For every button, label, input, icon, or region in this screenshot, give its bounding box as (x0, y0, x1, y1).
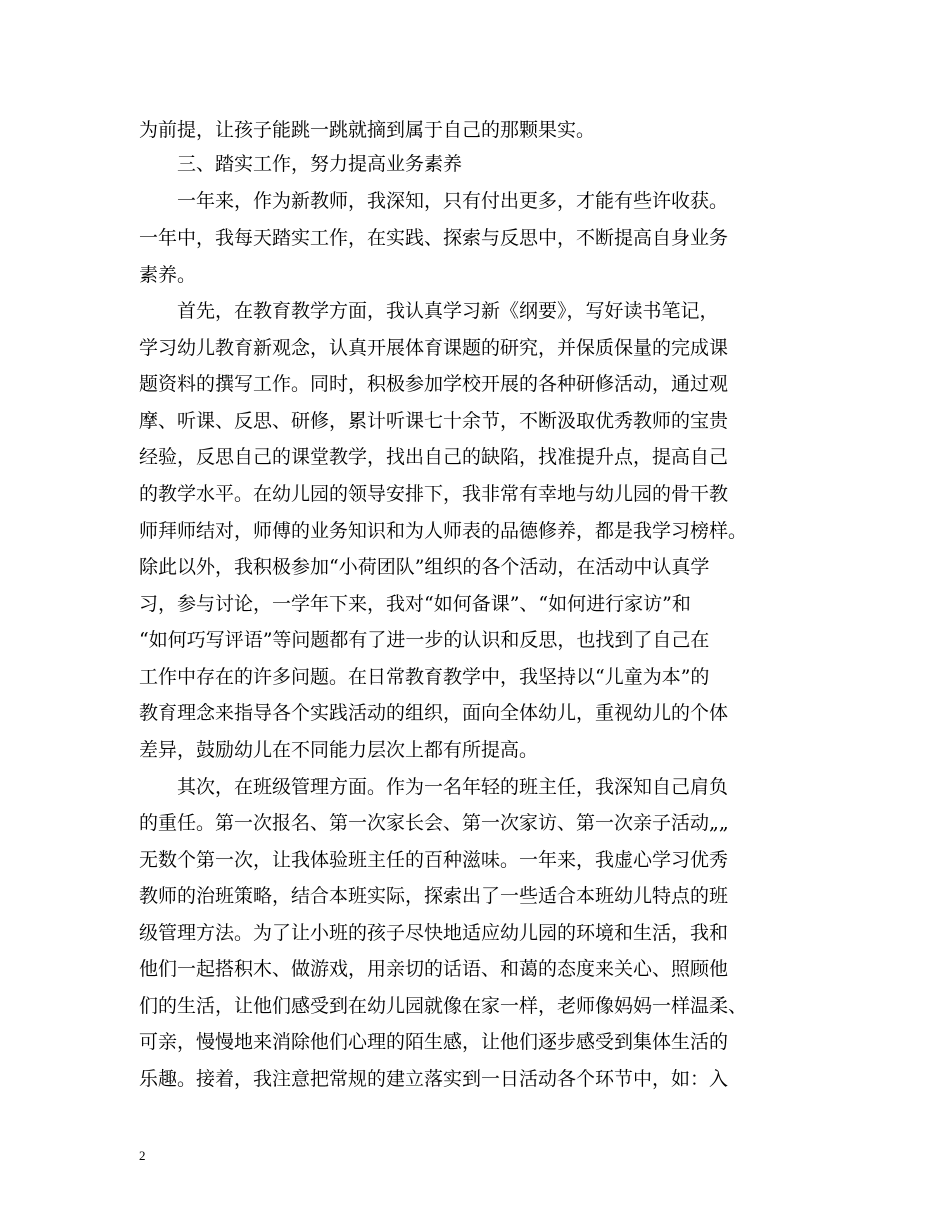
text-line: 的教学水平。在幼儿园的领导安排下，我非常有幸地与幼儿园的骨干教 (139, 483, 729, 505)
text-line: 级管理方法。为了让小班的孩子尽快地适应幼儿园的环境和生活，我和 (139, 922, 729, 944)
text-line: 素养。 (139, 264, 197, 286)
text-line: 工作中存在的许多问题。在日常教育教学中，我坚持以“儿童为本”的 (139, 666, 710, 688)
text-line: 为前提，让孩子能跳一跳就摘到属于自己的那颗果实。 (139, 119, 596, 141)
text-line: 的重任。第一次报名、第一次家长会、第一次家访、第一次亲子活动„„ (139, 812, 729, 834)
page-number: 2 (139, 1148, 146, 1163)
text-line: 习，参与讨论，一学年下来，我对“如何备课”、“如何进行家访”和 (139, 593, 691, 615)
text-line: 们的生活，让他们感受到在幼儿园就像在家一样，老师像妈妈一样温柔、 (139, 995, 748, 1017)
text-line: 可亲，慢慢地来消除他们心理的陌生感，让他们逐步感受到集体生活的 (139, 1031, 729, 1053)
text-line: 摩、听课、反思、研修，累计听课七十余节，不断汲取优秀教师的宝贵 (139, 410, 729, 432)
text-line: 他们一起搭积木、做游戏，用亲切的话语、和蔼的态度来关心、照顾他 (139, 958, 729, 980)
text-line: “如何巧写评语”等问题都有了进一步的认识和反思，也找到了自己在 (139, 629, 710, 651)
text-line: 师拜师结对，师傅的业务知识和为人师表的品德修养，都是我学习榜样。 (139, 520, 748, 542)
section-heading: 三、踏实工作，努力提高业务素养 (177, 153, 463, 175)
text-line: 乐趣。接着，我注意把常规的建立落实到一日活动各个环节中，如：入 (139, 1068, 729, 1090)
text-line: 题资料的撰写工作。同时，积极参加学校开展的各种研修活动，通过观 (139, 373, 729, 395)
text-line: 教育理念来指导各个实践活动的组织，面向全体幼儿，重视幼儿的个体 (139, 702, 729, 724)
text-line: 其次，在班级管理方面。作为一名年轻的班主任，我深知自己肩负 (177, 776, 729, 798)
text-line: 无数个第一次，让我体验班主任的百种滋味。一年来，我虚心学习优秀 (139, 849, 729, 871)
text-line: 经验，反思自己的课堂教学，找出自己的缺陷，找准提升点，提高自己 (139, 446, 729, 468)
text-line: 教师的治班策略，结合本班实际，探索出了一些适合本班幼儿特点的班 (139, 885, 729, 907)
text-line: 差异，鼓励幼儿在不同能力层次上都有所提高。 (139, 739, 539, 761)
text-line: 首先，在教育教学方面，我认真学习新《纲要》，写好读书笔记， (177, 300, 719, 322)
text-line: 除此以外，我积极参加“小荷团队”组织的各个活动，在活动中认真学 (139, 556, 710, 578)
text-line: 学习幼儿教育新观念，认真开展体育课题的研究，并保质保量的完成课 (139, 337, 729, 359)
text-line: 一年来，作为新教师，我深知，只有付出更多，才能有些许收获。 (177, 190, 729, 212)
text-line: 一年中，我每天踏实工作，在实践、探索与反思中，不断提高自身业务 (139, 227, 729, 249)
